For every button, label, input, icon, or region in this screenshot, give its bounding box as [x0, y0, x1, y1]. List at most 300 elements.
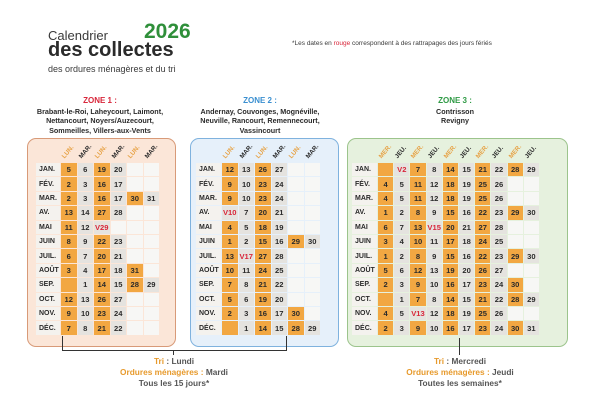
empty-cell: [127, 163, 143, 176]
collection-date: 19: [443, 264, 458, 277]
collection-date: 30: [508, 321, 523, 334]
collection-date: 5: [239, 221, 255, 234]
collection-date: 26: [491, 192, 506, 205]
collection-date: 26: [491, 177, 506, 190]
empty-cell: [144, 307, 160, 320]
collection-date: 8: [239, 278, 255, 291]
collection-date: 12: [78, 221, 94, 234]
empty-cell: [305, 192, 321, 205]
holiday-note: [292, 40, 492, 47]
collection-date: 14: [255, 321, 271, 334]
collection-date: 16: [443, 278, 458, 291]
day-header: LUN.: [254, 144, 270, 160]
collection-date: 7: [410, 163, 425, 176]
collection-date: 30: [524, 249, 539, 262]
collection-date: 16: [459, 206, 474, 219]
month-label: DÉC.: [196, 321, 221, 334]
empty-cell: [524, 307, 539, 320]
collection-date: 20: [459, 264, 474, 277]
collection-date: 22: [475, 249, 490, 262]
bracket-stem-left: [173, 350, 174, 355]
collection-date: 18: [443, 307, 458, 320]
collection-date: 16: [94, 177, 110, 190]
day-header: MAR.: [238, 143, 254, 160]
collection-date: [378, 293, 393, 306]
empty-cell: [127, 293, 143, 306]
collection-date: 1: [394, 293, 409, 306]
month-label: MAI: [36, 221, 60, 234]
empty-cell: [127, 307, 143, 320]
empty-cell: [127, 177, 143, 190]
day-header: JEU.: [426, 144, 441, 160]
collection-date: 12: [427, 192, 442, 205]
day-header: JEU.: [523, 144, 538, 160]
collection-date: 17: [459, 321, 474, 334]
empty-cell: [524, 264, 539, 277]
empty-cell: [127, 321, 143, 334]
month-label: DÉC.: [352, 321, 377, 334]
day-header: MAR.: [271, 143, 287, 160]
collection-date: 9: [61, 307, 77, 320]
note-part1: *Les dates en: [292, 40, 334, 47]
collection-date: 24: [255, 264, 271, 277]
collection-date: 22: [272, 278, 288, 291]
month-label: JUIL.: [36, 249, 60, 262]
header-year: 2026: [144, 20, 191, 43]
zone3-title: ZONE 3 :: [438, 96, 472, 105]
collection-date: 21: [255, 278, 271, 291]
empty-cell: [111, 221, 127, 234]
collection-date: 20: [443, 221, 458, 234]
collection-date: 9: [410, 321, 425, 334]
collection-date: 14: [443, 293, 458, 306]
collection-date: 27: [255, 249, 271, 262]
month-label: JAN.: [352, 163, 377, 176]
empty-cell: [144, 249, 160, 262]
month-label: FÉV.: [36, 177, 60, 190]
collection-date: 28: [508, 163, 523, 176]
empty-cell: [305, 307, 321, 320]
collection-date: 2: [239, 235, 255, 248]
collection-date: [378, 163, 393, 176]
collection-date: 7: [222, 278, 238, 291]
month-label: MAR.: [352, 192, 377, 205]
collection-date: 7: [410, 293, 425, 306]
empty-cell: [508, 221, 523, 234]
collection-date: 21: [475, 163, 490, 176]
collection-date: 22: [491, 163, 506, 176]
day-header: LUN.: [60, 144, 76, 160]
collection-date: 21: [459, 221, 474, 234]
collection-date: 6: [239, 293, 255, 306]
empty-cell: [288, 163, 304, 176]
collection-date: 21: [94, 321, 110, 334]
empty-cell: [144, 235, 160, 248]
collection-date: 26: [94, 293, 110, 306]
collection-date: 15: [459, 163, 474, 176]
collection-date: 25: [475, 192, 490, 205]
collection-date: 1: [222, 235, 238, 248]
collection-date: 3: [78, 177, 94, 190]
collection-date: 10: [239, 177, 255, 190]
zone2-communes-line2: Neuville, Rancourt, Remennecourt,: [200, 116, 320, 125]
empty-cell: [508, 177, 523, 190]
day-header: MER.: [377, 143, 394, 160]
collection-date: 2: [394, 206, 409, 219]
collection-date: 19: [459, 177, 474, 190]
empty-cell: [127, 206, 143, 219]
collection-date: 11: [61, 221, 77, 234]
month-label: AV.: [36, 206, 60, 219]
collection-date: 25: [272, 264, 288, 277]
zone-3-schedule: [380, 356, 540, 389]
collection-date: 4: [222, 221, 238, 234]
collection-date: 7: [61, 321, 77, 334]
day-header: MAR.: [77, 143, 93, 160]
collection-date: 18: [111, 264, 127, 277]
collection-date: 5: [222, 293, 238, 306]
collection-date: 27: [475, 221, 490, 234]
collection-date: 27: [111, 293, 127, 306]
month-label: JUIN: [36, 235, 60, 248]
collection-date: 7: [78, 249, 94, 262]
month-label: JUIL.: [196, 249, 221, 262]
collection-date: 12: [427, 307, 442, 320]
collection-date: 20: [94, 249, 110, 262]
day-header: LUN.: [221, 144, 237, 160]
empty-cell: [305, 293, 321, 306]
collection-date: 10: [78, 307, 94, 320]
collection-date: 17: [459, 278, 474, 291]
day-header: JEU.: [393, 144, 409, 160]
tri-day-right: : Mercredi: [446, 356, 487, 366]
month-label: MAR.: [36, 192, 60, 205]
empty-cell: [305, 264, 321, 277]
collection-date: 18: [443, 177, 458, 190]
collection-date: 12: [410, 264, 425, 277]
collection-date: 13: [427, 264, 442, 277]
collection-date: 29: [524, 163, 539, 176]
collection-date: 20: [272, 293, 288, 306]
day-header: MAR.: [304, 143, 320, 160]
collection-date: 29: [288, 235, 304, 248]
om-label-right: Ordures ménagères :: [406, 367, 490, 377]
empty-cell: [288, 278, 304, 291]
month-label: NOV.: [36, 307, 60, 320]
month-label: FÉV.: [352, 177, 377, 190]
zone1-communes-line2: Nettancourt, Noyers/Auzecourt,: [46, 116, 154, 125]
collection-date: 4: [378, 307, 393, 320]
collection-date: 5: [394, 192, 409, 205]
collection-date: 13: [410, 221, 425, 234]
collection-date: 5: [378, 264, 393, 277]
collection-date: 9: [427, 249, 442, 262]
collection-date: 16: [255, 307, 271, 320]
collection-date: 8: [61, 235, 77, 248]
day-header: MAR.: [110, 143, 126, 160]
collection-date: 28: [111, 206, 127, 219]
collection-date: 13: [222, 249, 238, 262]
collection-date: 23: [255, 192, 271, 205]
collection-date: 21: [272, 206, 288, 219]
collection-date: 17: [111, 177, 127, 190]
collection-date: 13: [78, 293, 94, 306]
empty-cell: [305, 221, 321, 234]
collection-date: 9: [427, 206, 442, 219]
holiday-catchup-date: V2: [394, 163, 409, 176]
empty-cell: [144, 206, 160, 219]
collection-date: 21: [111, 249, 127, 262]
collection-date: 28: [127, 278, 143, 291]
empty-cell: [305, 206, 321, 219]
day-header: MAR.: [143, 143, 159, 160]
collection-date: 12: [61, 293, 77, 306]
collection-date: 23: [475, 321, 490, 334]
day-header: LUN.: [287, 144, 303, 160]
zone3-calendar: [347, 138, 568, 347]
collection-date: 7: [239, 206, 255, 219]
collection-date: 19: [459, 192, 474, 205]
collection-date: 11: [410, 192, 425, 205]
header-title: des collectes: [48, 39, 174, 61]
empty-cell: [288, 192, 304, 205]
zones-1-2-schedule: [94, 356, 254, 389]
collection-date: 15: [459, 293, 474, 306]
month-label: OCT.: [36, 293, 60, 306]
day-header: MER.: [474, 143, 491, 160]
collection-date: 26: [475, 264, 490, 277]
zones-1-2-bracket: [62, 336, 287, 351]
month-label: FÉV.: [196, 177, 221, 190]
collection-date: 28: [288, 321, 304, 334]
collection-date: 18: [459, 235, 474, 248]
collection-date: 23: [491, 206, 506, 219]
collection-date: 24: [491, 278, 506, 291]
collection-date: 3: [394, 278, 409, 291]
collection-date: 14: [78, 206, 94, 219]
collection-date: 2: [378, 278, 393, 291]
collection-date: 30: [524, 206, 539, 219]
frequency-right: Toutes les semaines*: [418, 378, 502, 388]
collection-date: 2: [394, 249, 409, 262]
collection-date: 28: [491, 221, 506, 234]
zone2-title: ZONE 2 :: [243, 96, 277, 105]
month-label: OCT.: [352, 293, 377, 306]
zone1-calendar: [27, 138, 176, 347]
collection-date: 16: [459, 249, 474, 262]
empty-cell: [305, 177, 321, 190]
empty-cell: [144, 293, 160, 306]
note-red-word: rouge: [333, 40, 351, 47]
empty-cell: [127, 235, 143, 248]
collection-date: 17: [111, 192, 127, 205]
collection-date: 12: [427, 177, 442, 190]
collection-date: 29: [305, 321, 321, 334]
collection-date: 9: [222, 177, 238, 190]
collection-date: 30: [508, 278, 523, 291]
collection-date: 8: [427, 163, 442, 176]
collection-date: 9: [78, 235, 94, 248]
header-subtitle: des ordures ménagères et du tri: [48, 64, 176, 74]
collection-date: 27: [94, 206, 110, 219]
month-label: JAN.: [196, 163, 221, 176]
collection-date: 31: [127, 264, 143, 277]
day-header: LUN.: [93, 144, 109, 160]
collection-date: 22: [111, 321, 127, 334]
collection-date: 14: [443, 163, 458, 176]
collection-date: 23: [255, 177, 271, 190]
empty-cell: [508, 235, 523, 248]
collection-date: 3: [239, 307, 255, 320]
om-label-left: Ordures ménagères :: [120, 367, 204, 377]
zone1-communes-line1: Brabant-le-Roi, Laheycourt, Laimont,: [36, 106, 164, 116]
empty-cell: [524, 278, 539, 291]
zone3-communes-line1: Contrisson: [436, 106, 474, 116]
day-header: LUN.: [126, 144, 142, 160]
day-header: MER.: [410, 143, 426, 160]
collection-date: 1: [78, 278, 94, 291]
collection-date: 6: [394, 264, 409, 277]
collection-date: 29: [144, 278, 160, 291]
empty-cell: [288, 249, 304, 262]
empty-cell: [127, 221, 143, 234]
collection-date: 13: [61, 206, 77, 219]
collection-date: 3: [394, 321, 409, 334]
month-label: JAN.: [36, 163, 60, 176]
collection-date: 26: [255, 163, 271, 176]
collection-date: 24: [491, 321, 506, 334]
empty-cell: [305, 249, 321, 262]
collection-date: 29: [508, 206, 523, 219]
holiday-catchup-date: V15: [427, 221, 442, 234]
collection-date: 1: [239, 321, 255, 334]
collection-date: 23: [94, 307, 110, 320]
month-label: MAI: [352, 221, 377, 234]
collection-date: 16: [94, 192, 110, 205]
collection-date: 24: [111, 307, 127, 320]
collection-date: 8: [427, 293, 442, 306]
collection-date: 26: [491, 307, 506, 320]
zone1-header: [30, 96, 170, 135]
empty-cell: [524, 177, 539, 190]
empty-cell: [288, 221, 304, 234]
collection-date: 28: [508, 293, 523, 306]
collection-date: 23: [491, 249, 506, 262]
collection-date: 21: [475, 293, 490, 306]
collection-date: 10: [222, 264, 238, 277]
collection-date: 10: [410, 235, 425, 248]
collection-date: 24: [272, 192, 288, 205]
collection-date: 23: [111, 235, 127, 248]
collection-date: 20: [111, 163, 127, 176]
empty-cell: [288, 206, 304, 219]
collection-date: 10: [427, 321, 442, 334]
collection-date: 28: [272, 249, 288, 262]
collection-date: 2: [222, 307, 238, 320]
collection-date: 4: [378, 192, 393, 205]
empty-cell: [288, 293, 304, 306]
month-label: SEP.: [196, 278, 221, 291]
month-label: NOV.: [196, 307, 221, 320]
om-day-right: Jeudi: [492, 367, 514, 377]
zone2-header: [190, 96, 330, 135]
collection-date: 16: [272, 235, 288, 248]
month-label: AOÛT: [36, 264, 60, 277]
zone2-calendar: [190, 138, 339, 347]
empty-cell: [524, 221, 539, 234]
collection-date: 3: [61, 264, 77, 277]
collection-date: 7: [394, 221, 409, 234]
month-label: MAI: [196, 221, 221, 234]
collection-date: 12: [222, 163, 238, 176]
collection-date: 29: [508, 249, 523, 262]
holiday-catchup-date: V29: [94, 221, 110, 234]
empty-cell: [508, 192, 523, 205]
empty-cell: [524, 192, 539, 205]
zone3-communes-line2: Revigny: [441, 116, 469, 125]
empty-cell: [305, 163, 321, 176]
empty-cell: [288, 264, 304, 277]
month-label: JUIN: [352, 235, 377, 248]
collection-date: 4: [394, 235, 409, 248]
collection-date: 19: [459, 307, 474, 320]
collection-date: 5: [61, 163, 77, 176]
collection-date: 10: [427, 278, 442, 291]
empty-cell: [144, 264, 160, 277]
holiday-catchup-date: V10: [222, 206, 238, 219]
collection-date: 8: [410, 249, 425, 262]
collection-date: 30: [305, 235, 321, 248]
header-line1: Calendrier: [48, 28, 108, 43]
collection-date: 4: [378, 177, 393, 190]
month-label: MAR.: [196, 192, 221, 205]
collection-date: 24: [272, 177, 288, 190]
collection-date: 22: [475, 206, 490, 219]
collection-date: 1: [378, 206, 393, 219]
collection-date: 13: [239, 163, 255, 176]
collection-date: 3: [78, 192, 94, 205]
zone1-communes-line3: Sommeilles, Villers-aux-Vents: [49, 125, 151, 135]
collection-date: 18: [443, 192, 458, 205]
collection-date: 14: [94, 278, 110, 291]
collection-date: 11: [410, 177, 425, 190]
collection-date: 31: [524, 321, 539, 334]
collection-date: 2: [61, 177, 77, 190]
collection-date: 15: [272, 321, 288, 334]
month-label: DÉC.: [36, 321, 60, 334]
collection-date: 19: [272, 221, 288, 234]
collection-date: 20: [255, 206, 271, 219]
day-header: JEU.: [491, 144, 506, 160]
collection-date: 19: [255, 293, 271, 306]
collection-date: 4: [78, 264, 94, 277]
collection-date: 11: [427, 235, 442, 248]
collection-date: 25: [475, 307, 490, 320]
collection-date: 27: [491, 264, 506, 277]
collection-date: 19: [94, 163, 110, 176]
empty-cell: [508, 264, 523, 277]
collection-date: 10: [239, 192, 255, 205]
zone2-communes-line3: Vassincourt: [239, 125, 281, 135]
collection-date: 3: [378, 235, 393, 248]
month-label: NOV.: [352, 307, 377, 320]
collection-date: 1: [378, 249, 393, 262]
collection-date: 17: [94, 264, 110, 277]
month-label: SEP.: [36, 278, 60, 291]
collection-date: 22: [94, 235, 110, 248]
bracket-stem-right: [459, 338, 460, 355]
tri-label-right: Tri: [433, 356, 445, 366]
